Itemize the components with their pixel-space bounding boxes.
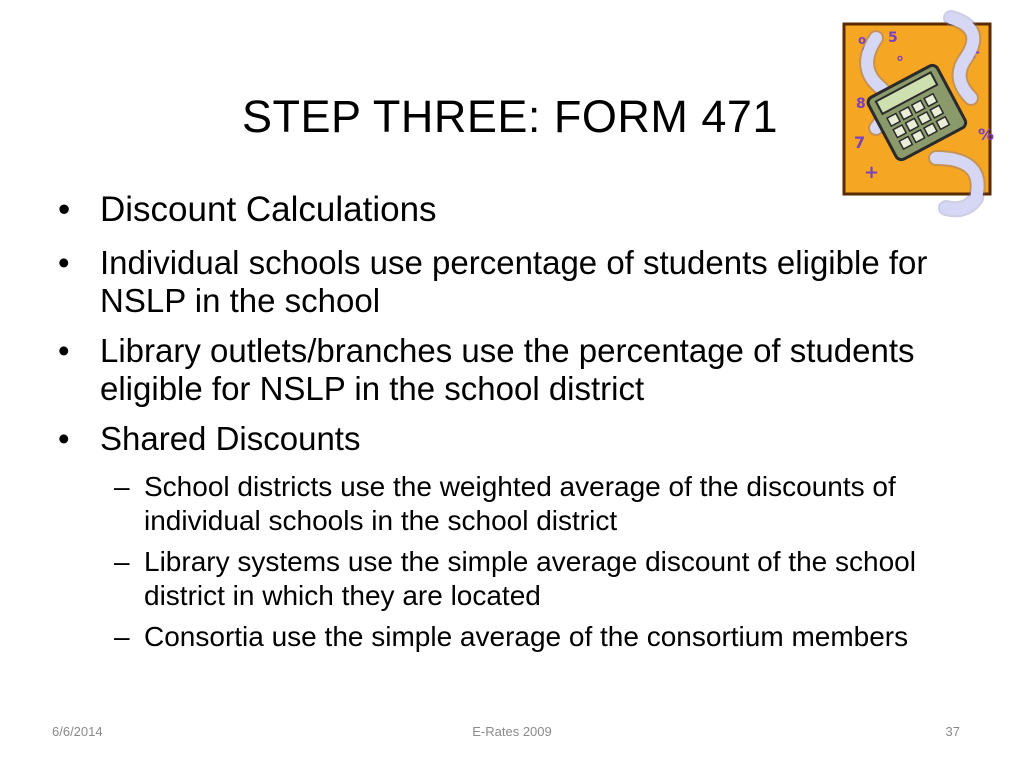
footer-date: 6/6/2014 xyxy=(52,724,103,739)
svg-text:8: 8 xyxy=(856,96,866,112)
svg-text:+: + xyxy=(966,42,982,63)
bullet-item xyxy=(52,420,992,458)
bullet-text: Library outlets/branches use the percentage of students eligible for NSLP in the school district xyxy=(100,332,915,408)
bullet-marker: • xyxy=(58,332,70,370)
slide-title: STEP THREE: FORM 471 xyxy=(242,91,778,143)
bullet-item xyxy=(52,190,992,230)
slide-number: 37 xyxy=(945,724,960,739)
bullet-marker: • xyxy=(58,190,71,229)
svg-text:%: % xyxy=(978,125,995,144)
sub-bullet-item xyxy=(52,545,992,612)
bullet-item xyxy=(52,244,992,320)
bullet-list xyxy=(52,190,992,662)
svg-text:%: % xyxy=(858,34,877,55)
dash-marker: – xyxy=(114,546,130,578)
svg-text:5: 5 xyxy=(888,30,898,46)
sub-bullet-item xyxy=(52,620,992,654)
bullet-marker: • xyxy=(58,420,70,457)
bullet-marker: • xyxy=(58,244,70,282)
footer-title: E-Rates 2009 xyxy=(472,724,552,739)
svg-text:+: + xyxy=(864,162,880,183)
sub-bullet-text: School districts use the weighted average of the discounts of individual schools in the school district xyxy=(144,470,896,536)
sub-bullet-item xyxy=(52,470,992,537)
bullet-text: Discount Calculations xyxy=(100,190,437,229)
calculator-clipart xyxy=(836,8,996,220)
bullet-item xyxy=(52,332,992,408)
dash-marker: – xyxy=(114,470,130,502)
svg-text:7: 7 xyxy=(854,133,866,152)
svg-text:°: ° xyxy=(896,53,904,72)
dash-marker: – xyxy=(114,621,130,653)
sub-bullet-text: Consortia use the simple average of the consortium members xyxy=(144,621,909,653)
bullet-text: Shared Discounts xyxy=(100,420,361,457)
bullet-text: Individual schools use percentage of students eligible for NSLP in the school xyxy=(100,244,928,320)
sub-bullet-text: Library systems use the simple average discount of the school district in which they are located xyxy=(144,546,916,611)
